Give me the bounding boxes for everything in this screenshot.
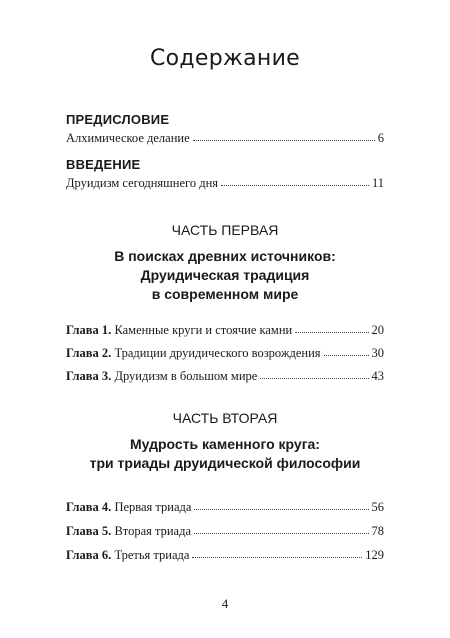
toc-entry-page: 78 <box>371 524 384 538</box>
toc-entry-label <box>66 500 191 515</box>
chapter-prefix: Глава 2. <box>66 346 112 360</box>
part-one-subtitle-line: В поисках древних источников: <box>114 248 336 264</box>
chapter-title: Третья триада <box>114 548 190 562</box>
toc-entry-chapter-3[interactable] <box>66 369 384 385</box>
toc-entry-chapter-5[interactable] <box>66 524 384 540</box>
toc-entry-label: Друидизм сегодняшнего дня <box>66 176 219 190</box>
toc-entry-page: 30 <box>371 346 384 360</box>
chapter-prefix: Глава 5. <box>66 524 112 538</box>
part-two-subtitle-line: Мудрость каменного круга: <box>130 436 320 452</box>
toc-entry-label: Алхимическое делание <box>66 131 190 145</box>
part-one-title: ЧАСТЬ ПЕРВАЯ <box>171 222 279 238</box>
toc-entry-label <box>66 346 321 361</box>
chapter-title: Первая триада <box>114 500 192 514</box>
chapter-prefix: Глава 6. <box>66 548 112 562</box>
toc-entry-label <box>66 369 257 384</box>
part-two-subtitle-line: три триады друидической философии <box>89 455 361 471</box>
chapter-title: Традиции друидического возрождения <box>114 346 321 360</box>
dot-leader <box>260 368 368 379</box>
toc-entry-chapter-2[interactable] <box>66 346 384 362</box>
part-two-title: ЧАСТЬ ВТОРАЯ <box>172 410 278 426</box>
toc-entry-page: 11 <box>371 176 384 190</box>
toc-entry-page: 20 <box>371 323 384 337</box>
page-number: 4 <box>221 596 229 611</box>
part-one-subtitle-line: в современном мире <box>151 286 299 302</box>
toc-entry-page: 129 <box>365 548 384 562</box>
chapter-title: Друидизм в большом мире <box>114 369 258 383</box>
chapter-prefix: Глава 3. <box>66 369 112 383</box>
toc-entry-chapter-1[interactable] <box>66 323 384 339</box>
toc-entry-label <box>66 323 292 338</box>
chapter-title: Вторая триада <box>114 524 192 538</box>
toc-entry-chapter-4[interactable] <box>66 500 384 516</box>
toc-entry-label <box>66 524 191 539</box>
dot-leader <box>193 130 375 141</box>
page-title: Содержание <box>149 46 301 71</box>
preface-heading: ПРЕДИСЛОВИЕ <box>66 112 170 127</box>
toc-entry-page: 43 <box>371 369 384 383</box>
dot-leader <box>295 322 368 333</box>
toc-entry-page: 56 <box>371 500 384 514</box>
introduction-heading: ВВЕДЕНИЕ <box>66 157 141 172</box>
dot-leader <box>221 175 369 186</box>
toc-entry-preface[interactable] <box>66 131 384 147</box>
toc-entry-chapter-6[interactable] <box>66 548 384 564</box>
dot-leader <box>194 499 368 510</box>
dot-leader <box>192 547 362 558</box>
part-one-subtitle-line: Друидическая традиция <box>140 267 310 283</box>
toc-entry-page: 6 <box>377 131 384 145</box>
dot-leader <box>324 345 369 356</box>
dot-leader <box>194 523 368 534</box>
chapter-title: Каменные круги и стоячие камни <box>114 323 293 337</box>
toc-entry-introduction[interactable] <box>66 176 384 192</box>
toc-entry-label <box>66 548 189 563</box>
chapter-prefix: Глава 1. <box>66 323 112 337</box>
chapter-prefix: Глава 4. <box>66 500 112 514</box>
